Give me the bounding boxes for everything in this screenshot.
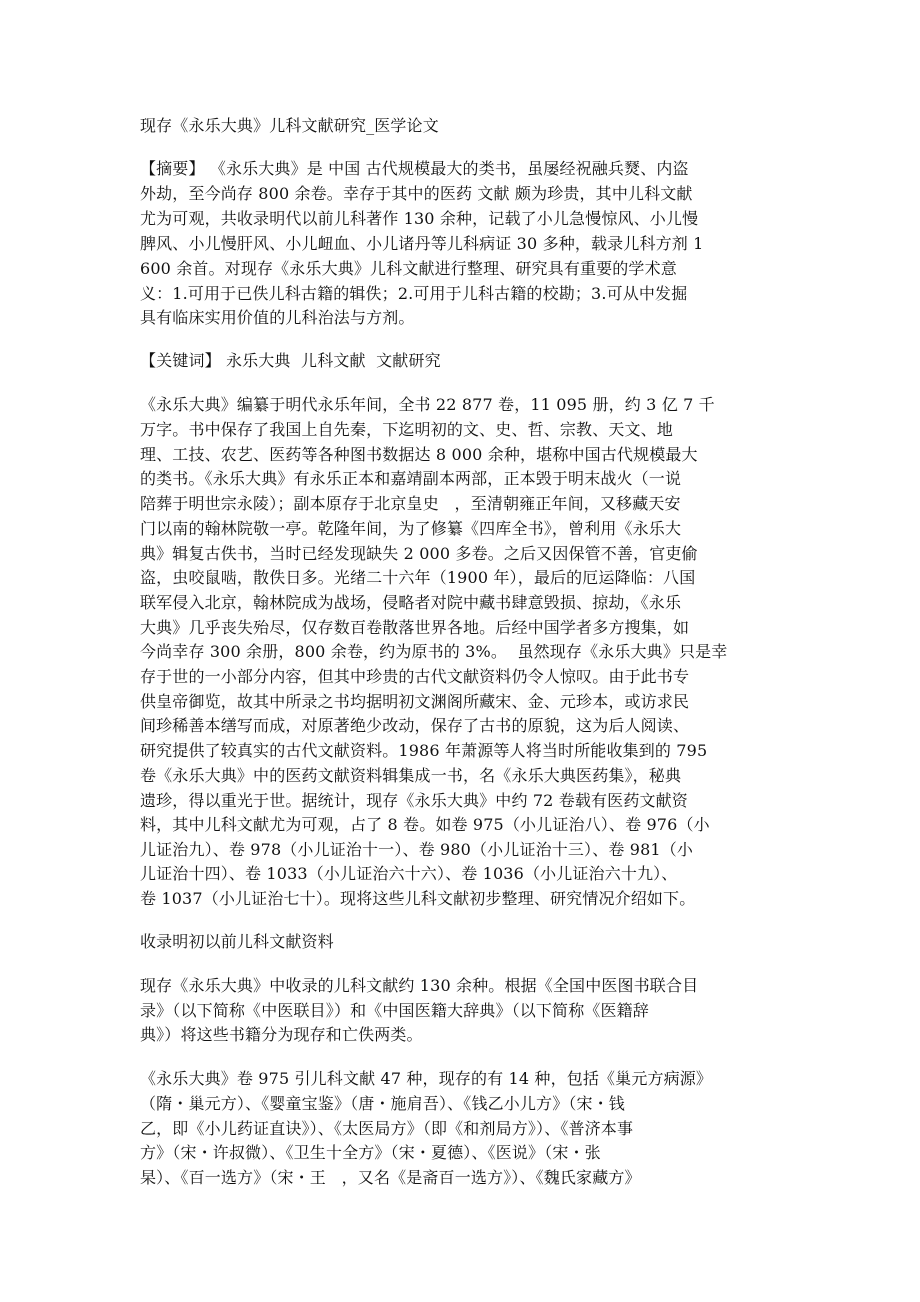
- intro-line: 存于世的一小部分内容，但其中珍贵的古代文献资料仍令人惊叹。由于此书专: [140, 667, 690, 686]
- section-para2-line: 乙，即《小儿药证直诀》）、《太医局方》（即《和剂局方》）、《普济本事: [140, 1119, 634, 1138]
- section-para2-line: 方》（宋・许叔微）、《卫生十全方》（宋・夏德）、《医说》（宋・张: [140, 1143, 601, 1162]
- abstract-line: 600 余首。对现存《永乐大典》儿科文献进行整理、研究具有重要的学术意: [140, 259, 677, 278]
- intro-line: 间珍稀善本缮写而成，对原著绝少改动，保存了古书的原貌，这为后人阅读、: [140, 716, 690, 735]
- intro-line: 典》辑复古佚书，当时已经发现缺失 2 000 多卷。之后又因保管不善，官吏偷: [140, 544, 698, 563]
- keywords-line: 【关键词】 永乐大典 儿科文献 文献研究: [140, 351, 441, 370]
- abstract-line: 义：1.可用于已佚儿科古籍的辑佚；2.可用于儿科古籍的校勘；3.可从中发掘: [140, 284, 688, 303]
- intro-line: 供皇帝御览，故其中所录之书均据明初文渊阁所藏宋、金、元珍本，或访求民: [140, 692, 690, 711]
- intro-line: 卷《永乐大典》中的医药文献资料辑集成一书，名《永乐大典医药集》，秘典: [140, 766, 682, 785]
- section-para1-line: 现存《永乐大典》中收录的儿科文献约 130 余种。根据《全国中医图书联合目: [140, 976, 699, 995]
- section-para1-line: 录》（以下简称《中医联目》）和《中国医籍大辞典》（以下简称《医籍辞: [140, 1001, 649, 1020]
- intro-line: 儿证治九）、卷 978（小儿证治十一）、卷 980（小儿证治十三）、卷 981（小: [140, 840, 694, 859]
- intro-line: 大典》几乎丧失殆尽，仅存数百卷散落世界各地。后经中国学者多方搜集，如: [140, 618, 690, 637]
- intro-line: 的类书。《永乐大典》有永乐正本和嘉靖副本两部，正本毁于明末战火（一说: [140, 469, 682, 488]
- intro-line: 料，其中儿科文献尤为可观，占了 8 卷。如卷 975（小儿证治八）、卷 976（小: [140, 815, 710, 834]
- abstract-line: 具有临床实用价值的儿科治法与方剂。: [140, 308, 415, 327]
- section-heading: 收录明初以前儿科文献资料: [140, 932, 334, 951]
- intro-line: 联军侵入北京，翰林院成为战场，侵略者对院中藏书肆意毁损、掠劫，《永乐: [140, 593, 682, 612]
- intro-line: 儿证治十四）、卷 1033（小儿证治六十六）、卷 1036（小儿证治六十九）、: [140, 864, 678, 883]
- document-title: 现存《永乐大典》儿科文献研究_医学论文: [140, 116, 439, 135]
- abstract-line: 【摘要】 《永乐大典》是 中国 古代规模最大的类书，虽屡经祝融兵燹、内盗: [140, 159, 689, 178]
- intro-line: 《永乐大典》编纂于明代永乐年间，全书 22 877 卷，11 095 册，约 3 亿 7 千: [140, 395, 715, 414]
- abstract-line: 脾风、小儿慢肝风、小儿衄血、小儿诸丹等儿科病证 30 多种，载录儿科方剂 1: [140, 234, 704, 253]
- intro-line: 陪葬于明世宗永陵）；副本原存于北京皇史 ，至清朝雍正年间，又移藏天安: [140, 494, 681, 513]
- section-para2-line: （隋・巢元方）、《婴童宝鉴》（唐・施肩吾）、《钱乙小儿方》（宋・钱: [140, 1094, 625, 1113]
- intro-line: 今尚幸存 300 余册，800 余卷，约为原书的 3%。 虽然现存《永乐大典》只是幸: [140, 642, 728, 661]
- intro-line: 理、工技、农艺、医药等各种图书数据达 8 000 余种，堪称中国古代规模最大: [140, 445, 698, 464]
- section-para2-line: 《永乐大典》卷 975 引儿科文献 47 种，现存的有 14 种，包括《巢元方病源》: [140, 1069, 713, 1088]
- abstract-line: 尤为可观，共收录明代以前儿科著作 130 余种，记载了小儿急慢惊风、小儿慢: [140, 209, 699, 228]
- intro-line: 研究提供了较真实的古代文献资料。1986 年萧源等人将当时所能收集到的 795: [140, 741, 708, 760]
- section-para2-line: 杲）、《百一选方》（宋・王 ，又名《是斋百一选方》）、《魏氏家藏方》: [140, 1168, 641, 1187]
- intro-line: 盗，虫咬鼠啮，散佚日多。光绪二十六年（1900 年），最后的厄运降临：八国: [140, 568, 696, 587]
- abstract-line: 外劫，至今尚存 800 余卷。幸存于其中的医药 文献 颇为珍贵，其中儿科文献: [140, 184, 693, 203]
- intro-line: 遗珍，得以重光于世。据统计，现存《永乐大典》中约 72 卷载有医药文献资: [140, 791, 688, 810]
- intro-line: 万字。书中保存了我国上自先秦，下迄明初的文、史、哲、宗教、天文、地: [140, 420, 673, 439]
- section-para1-line: 典》）将这些书籍分为现存和亡佚两类。: [140, 1025, 423, 1044]
- intro-line: 卷 1037（小儿证治七十）。现将这些儿科文献初步整理、研究情况介绍如下。: [140, 889, 696, 908]
- intro-line: 门以南的翰林院敬一亭。乾隆年间，为了修纂《四库全书》，曾利用《永乐大: [140, 519, 682, 538]
